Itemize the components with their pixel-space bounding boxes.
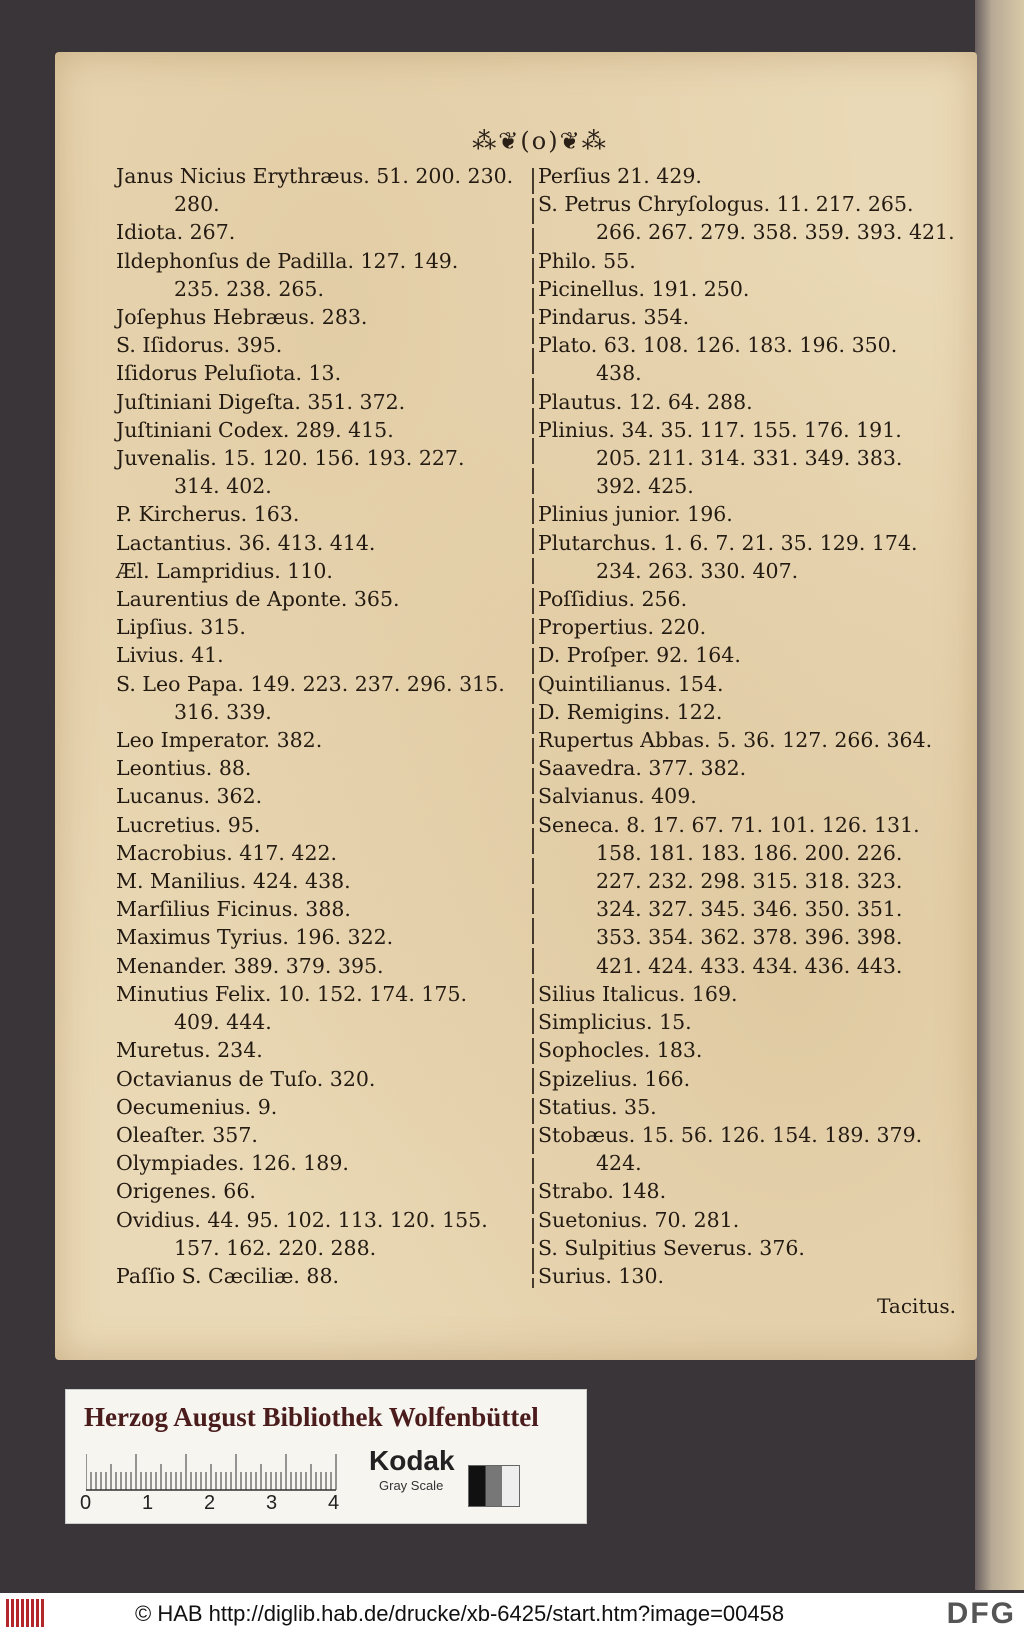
- index-entry-continuation: 158. 181. 183. 186. 200. 226.: [596, 840, 903, 865]
- index-entry: Lucanus. 362.: [116, 784, 263, 809]
- header-ornament: ⁂❦(o)❦⁂: [472, 127, 608, 155]
- index-entry-continuation: 205. 211. 314. 331. 349. 383.: [596, 446, 903, 471]
- index-entry: Lucretius. 95.: [116, 812, 261, 837]
- index-entry: Quintilianus. 154.: [538, 671, 724, 696]
- index-entry-continuation: 353. 354. 362. 378. 396. 398.: [596, 925, 903, 950]
- index-entry: Perſius 21. 429.: [538, 164, 702, 188]
- gray-swatch-icon: [468, 1465, 520, 1507]
- index-entry: Suetonius. 70. 281.: [538, 1207, 740, 1232]
- index-entry: Janus Nicius Erythræus. 51. 200. 230.: [116, 164, 514, 188]
- index-entry-continuation: 324. 327. 345. 346. 350. 351.: [596, 897, 903, 922]
- kodak-logo: Kodak: [369, 1445, 455, 1476]
- footer-bar: [0, 1593, 1024, 1633]
- index-entry: S. Leo Papa. 149. 223. 237. 296. 315.: [116, 671, 505, 696]
- index-entry: Juſtiniani Digeſta. 351. 372.: [116, 389, 406, 414]
- index-entry: Stobæus. 15. 56. 126. 154. 189. 379.: [538, 1122, 923, 1147]
- index-entry: Minutius Felix. 10. 152. 174. 175.: [116, 981, 468, 1006]
- index-entry: Plutarchus. 1. 6. 7. 21. 35. 129. 174.: [538, 530, 918, 555]
- index-entry: Poſſidius. 256.: [538, 587, 688, 612]
- index-entry: Ovidius. 44. 95. 102. 113. 120. 155.: [116, 1207, 488, 1232]
- index-column-right: [538, 162, 955, 1290]
- index-entry: Joſephus Hebræus. 283.: [116, 305, 368, 330]
- scale-number: 1: [142, 1492, 154, 1514]
- index-entry: Juſtiniani Codex. 289. 415.: [116, 417, 394, 442]
- footer-url-text[interactable]: © HAB http://diglib.hab.de/drucke/xb-6425/start.htm?image=00458: [135, 1601, 785, 1626]
- column-divider: [532, 168, 534, 1288]
- index-entry-continuation: 157. 162. 220. 288.: [174, 1235, 377, 1260]
- index-entry: Saavedra. 377. 382.: [538, 756, 747, 781]
- index-entry: Surius. 130.: [538, 1263, 665, 1288]
- index-entry: D. Remigins. 122.: [538, 699, 723, 724]
- index-entry: Ildephonſus de Padilla. 127. 149.: [116, 248, 459, 273]
- index-entry: Oecumenius. 9.: [116, 1094, 278, 1119]
- index-entry: S. Iſidorus. 395.: [116, 333, 283, 358]
- index-entry: Plato. 63. 108. 126. 183. 196. 350.: [538, 333, 898, 358]
- index-entry: Simplicius. 15.: [538, 1010, 692, 1035]
- scale-number: 2: [204, 1492, 216, 1514]
- gray-scale-label: Gray Scale: [379, 1478, 444, 1493]
- index-entry-continuation: 424.: [596, 1151, 642, 1176]
- scale-numbers: [80, 1492, 400, 1516]
- index-entry: Pindarus. 354.: [538, 305, 690, 330]
- index-entry-continuation: 438.: [596, 361, 642, 386]
- ruler-scale-icon: [86, 1450, 356, 1494]
- dfg-logo: DFG: [946, 1597, 1016, 1630]
- index-entry: Iſidorus Peluſiota. 13.: [116, 361, 342, 386]
- index-entry-continuation: 314. 402.: [174, 474, 272, 499]
- index-entry: Statius. 35.: [538, 1094, 657, 1119]
- index-entry: Silius Italicus. 169.: [538, 981, 738, 1006]
- index-entry: D. Proſper. 92. 164.: [538, 643, 741, 668]
- index-entry: Salvianus. 409.: [538, 784, 697, 809]
- index-entry: Spizelius. 166.: [538, 1066, 691, 1091]
- index-entry-continuation: 234. 263. 330. 407.: [596, 558, 799, 583]
- adjacent-page-edge: [975, 0, 1024, 1590]
- index-entry-continuation: 409. 444.: [174, 1010, 272, 1035]
- index-entry: Strabo. 148.: [538, 1179, 667, 1204]
- index-entry: Leontius. 88.: [116, 756, 252, 781]
- index-entry-continuation: 235. 238. 265.: [174, 276, 324, 301]
- index-entry: Menander. 389. 379. 395.: [116, 953, 384, 978]
- index-entry: Macrobius. 417. 422.: [116, 840, 338, 865]
- index-entry-continuation: 266. 267. 279. 358. 359. 393. 421.: [596, 220, 955, 245]
- hab-logo-icon: [6, 1599, 46, 1627]
- index-entry: Paſſio S. Cæciliæ. 88.: [116, 1263, 340, 1288]
- scale-number: 4: [328, 1492, 340, 1514]
- index-entry-continuation: 227. 232. 298. 315. 318. 323.: [596, 869, 903, 894]
- index-entry: Propertius. 220.: [538, 615, 707, 640]
- index-entry: P. Kircherus. 163.: [116, 502, 300, 527]
- library-name: Herzog August Bibliothek Wolfenbüttel: [84, 1402, 539, 1432]
- index-entry-continuation: 392. 425.: [596, 474, 694, 499]
- index-entry-continuation: 421. 424. 433. 434. 436. 443.: [596, 953, 903, 978]
- index-entry: Muretus. 234.: [116, 1038, 263, 1063]
- index-entry: Plinius junior. 196.: [538, 502, 733, 527]
- index-entry: Octavianus de Tuſo. 320.: [116, 1066, 376, 1091]
- index-entry: Philo. 55.: [538, 248, 636, 273]
- scale-number: 3: [266, 1492, 278, 1514]
- index-entry: Maximus Tyrius. 196. 322.: [116, 925, 394, 950]
- index-entry: Olympiades. 126. 189.: [116, 1151, 349, 1176]
- index-entry: Idiota. 267.: [116, 220, 236, 245]
- index-entry: S. Sulpitius Severus. 376.: [538, 1235, 805, 1260]
- index-entry: Seneca. 8. 17. 67. 71. 101. 126. 131.: [538, 812, 920, 837]
- index-entry: Plinius. 34. 35. 117. 155. 176. 191.: [538, 417, 902, 442]
- scale-number: 0: [80, 1492, 92, 1514]
- index-entry: Marſilius Ficinus. 388.: [116, 897, 351, 922]
- index-entry: Lipſius. 315.: [116, 615, 246, 640]
- index-entry: Origenes. 66.: [116, 1179, 256, 1204]
- index-entry: M. Manilius. 424. 438.: [116, 869, 351, 894]
- index-entry: Plautus. 12. 64. 288.: [538, 389, 753, 414]
- index-entry: Sophocles. 183.: [538, 1038, 703, 1063]
- catchword: Tacitus.: [877, 1294, 956, 1318]
- index-entry: Juvenalis. 15. 120. 156. 193. 227.: [116, 446, 465, 471]
- index-entry: Leo Imperator. 382.: [116, 728, 323, 753]
- index-column-left: [116, 162, 526, 1290]
- index-entry-continuation: 280.: [174, 192, 220, 217]
- index-entry: Rupertus Abbas. 5. 36. 127. 266. 364.: [538, 728, 933, 753]
- index-entry: Oleaſter. 357.: [116, 1122, 258, 1147]
- library-scale-card: [65, 1389, 587, 1524]
- index-entry: Livius. 41.: [116, 643, 224, 668]
- index-entry: S. Petrus Chryſologus. 11. 217. 265.: [538, 192, 914, 217]
- index-entry: Laurentius de Aponte. 365.: [116, 587, 400, 612]
- index-entry: Æl. Lampridius. 110.: [116, 558, 333, 583]
- index-entry: Picinellus. 191. 250.: [538, 276, 750, 301]
- index-entry-continuation: 316. 339.: [174, 699, 272, 724]
- index-entry: Lactantius. 36. 413. 414.: [116, 530, 376, 555]
